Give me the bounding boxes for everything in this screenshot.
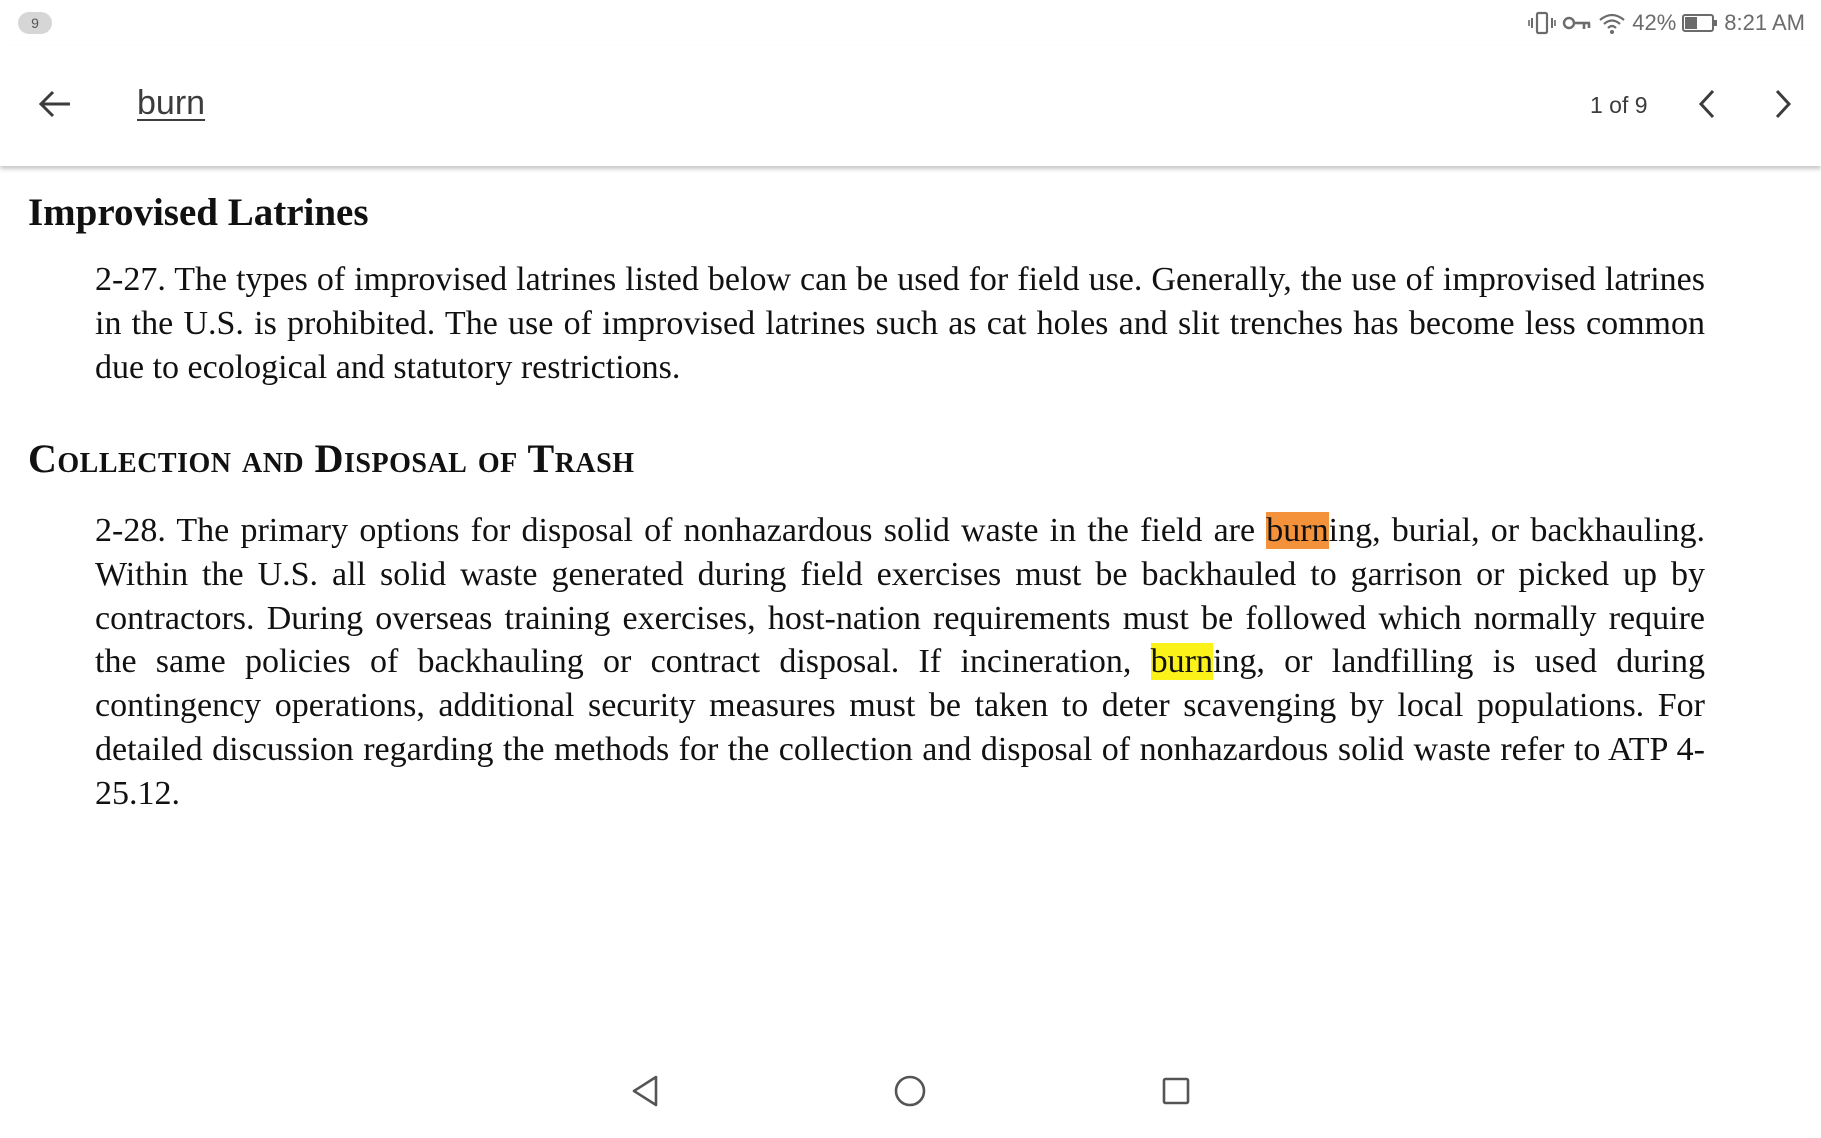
system-navigation-bar	[0, 1046, 1821, 1138]
back-button[interactable]	[30, 81, 80, 131]
match-counter: 1 of 9	[1590, 92, 1648, 118]
next-match-button[interactable]	[1758, 81, 1808, 131]
section-heading-collection-disposal-trash: Collection and Disposal of Trash	[28, 436, 635, 481]
wifi-icon	[1598, 11, 1626, 35]
find-in-document-toolbar	[0, 46, 1821, 166]
system-back-button[interactable]	[618, 1066, 672, 1120]
paragraph-text: 2-28. The primary options for disposal of nonhazardous solid waste in the field are	[95, 512, 1267, 549]
paragraph-text: ing, burial, or backhauling. Within the U.S. all solid waste generated during field exercises must be backhauled to garrison or picked up by contractors. During overseas training exercises, host-nation requirements must be followed which normally require the same policies of backhauling or contract disposal. If incineration,	[95, 512, 1705, 681]
section-heading-improvised-latrines: Improvised Latrines	[28, 191, 369, 234]
chevron-left-icon	[1696, 88, 1718, 125]
previous-match-button[interactable]	[1682, 81, 1732, 131]
system-home-button[interactable]	[883, 1066, 937, 1120]
search-match-current[interactable]: burn	[1266, 512, 1329, 549]
status-bar	[0, 0, 1821, 46]
vibrate-icon	[1528, 10, 1556, 36]
battery-percent: 42%	[1632, 10, 1677, 35]
nav-recents-icon	[1159, 1074, 1193, 1113]
paragraph-2-27: 2-27. The types of improvised latrines listed below can be used for field use. Generally, the use of improvised latrines in the U.S. is prohibited. The use of improvised latrines such as cat holes and slit trenches has become less common due to ecological and statutory restrictions.	[95, 261, 1705, 386]
nav-home-icon	[892, 1073, 928, 1114]
clock: 8:21 AM	[1724, 10, 1805, 35]
status-icons	[1528, 8, 1805, 38]
search-query-input[interactable]: burn	[137, 84, 206, 122]
arrow-left-icon	[37, 89, 73, 124]
document-page	[0, 166, 1821, 1046]
paragraph-text: ing, or landfilling is used during contingency operations, additional security measures must be taken to deter scavenging by local populations. For detailed discussion regarding the methods for the collection and disposal of nonhazardous solid waste refer to ATP 4-25.12.	[95, 643, 1705, 812]
vpn-key-icon	[1562, 10, 1592, 36]
nav-back-icon	[628, 1073, 662, 1114]
system-recents-button[interactable]	[1149, 1066, 1203, 1120]
paragraph-2-28	[95, 509, 1705, 816]
notification-count-badge[interactable]: 9	[18, 12, 52, 34]
chevron-right-icon	[1772, 88, 1794, 125]
search-match[interactable]: burn	[1150, 643, 1213, 681]
battery-icon	[1682, 12, 1718, 34]
